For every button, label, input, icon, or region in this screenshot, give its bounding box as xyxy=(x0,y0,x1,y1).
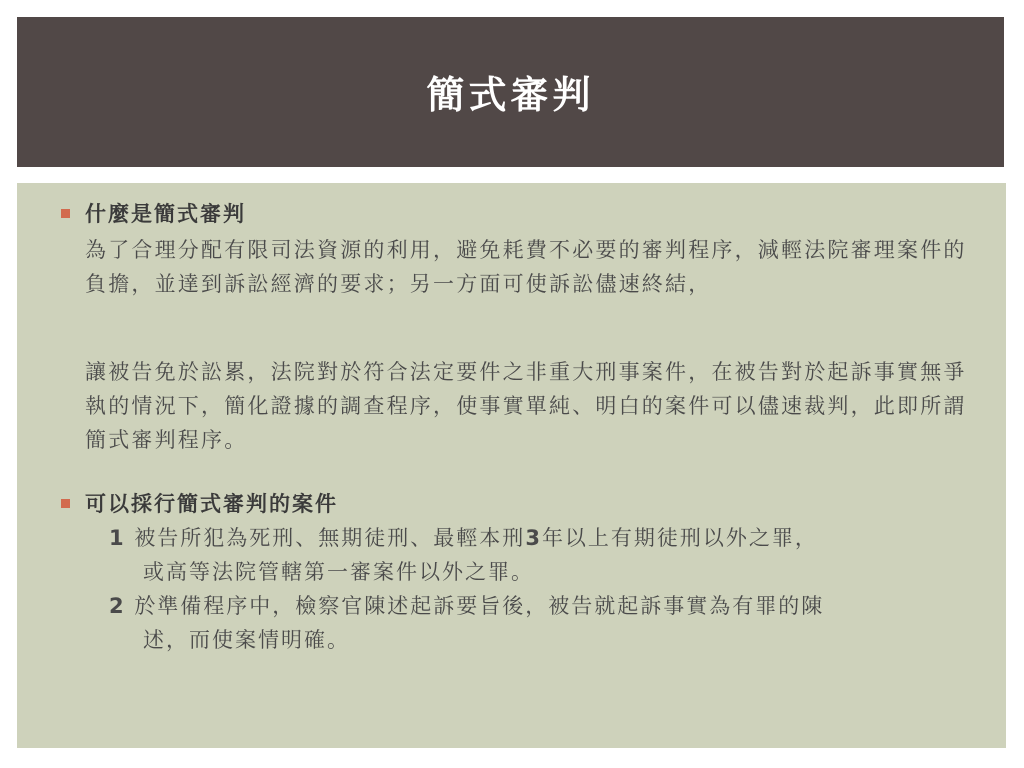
square-bullet-icon xyxy=(61,499,70,508)
slide-title: 簡式審判 xyxy=(426,72,595,117)
title-bar xyxy=(17,17,1004,167)
section-heading: 可以採行簡式審判的案件 xyxy=(85,492,338,516)
paragraph: 為了合理分配有限司法資源的利用，避免耗費不必要的審判程序，減輕法院審理案件的負擔，並達到訴訟經濟的要求；另一方面可使訴訟儘速終結， xyxy=(85,238,967,296)
list-item xyxy=(109,589,979,657)
list-item-text: 被告所犯為死刑、無期徒刑、最輕本刑 xyxy=(134,526,526,550)
paragraph: 讓被告免於訟累，法院對於符合法定要件之非重大刑事案件，在被告對於起訴事實無爭執的情況下，簡化證據的調查程序，使事實單純、明白的案件可以儘速裁判，此即所謂簡式審判程序。 xyxy=(85,360,967,452)
list-item-continuation: 述，而使案情明確。 xyxy=(143,628,350,652)
list-item-continuation: 或高等法院管轄第一審案件以外之罪。 xyxy=(143,560,534,584)
list-item-number: 2 xyxy=(109,594,126,618)
list-item xyxy=(109,521,979,589)
section-what-is xyxy=(17,199,1006,452)
section-heading-row xyxy=(17,199,1006,231)
content-box xyxy=(17,183,1006,748)
section-heading: 什麼是簡式審判 xyxy=(85,202,246,226)
list-item-text: 於準備程序中，檢察官陳述起訴要旨後，被告就起訴事實為有罪的陳 xyxy=(134,594,825,618)
section-applicable-cases xyxy=(17,489,1006,652)
list-item-number: 1 xyxy=(109,526,126,550)
square-bullet-icon xyxy=(61,209,70,218)
section-heading-row xyxy=(17,489,1006,521)
list-item-emphasis: 3 xyxy=(525,526,542,550)
list-item-text: 年以上有期徒刑以外之罪， xyxy=(541,526,818,550)
